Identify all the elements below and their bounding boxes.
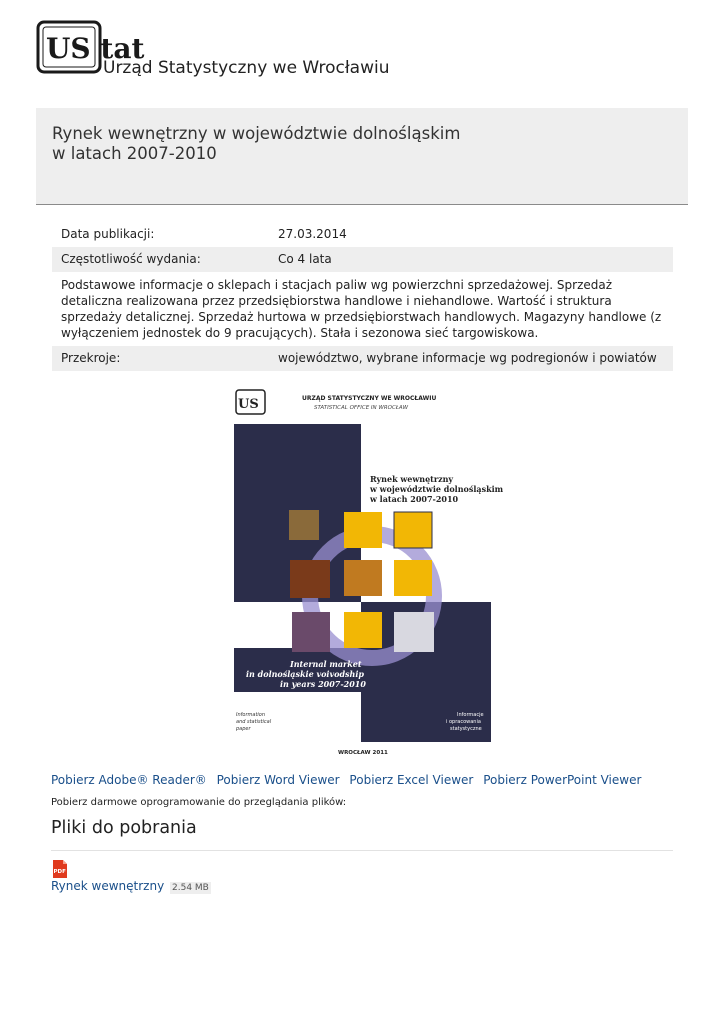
cover-title-en-1: Internal market [290, 659, 362, 669]
cover-office-en: STATISTICAL OFFICE IN WROCŁAW [314, 405, 409, 411]
adobe-reader-link[interactable]: Pobierz Adobe® Reader® [51, 773, 207, 787]
download-file-link[interactable]: Rynek wewnętrzny [51, 879, 165, 893]
cover-series-pl-2: i opracowania [446, 719, 481, 725]
frequency-label: Częstotliwość wydania: [61, 252, 201, 266]
viewer-note: Pobierz darmowe oprogramowanie do przeglądania plików: [51, 797, 347, 808]
frequency-value: Co 4 lata [278, 252, 332, 266]
cover-office-pl: URZĄD STATYSTYCZNY WE WROCŁAWIU [302, 395, 437, 402]
publication-cover-image [234, 384, 504, 756]
cover-tile-2 [344, 512, 382, 548]
cover-title-pl-2: w województwie dolnośląskim [370, 484, 504, 494]
cover-tile-3 [394, 512, 432, 548]
powerpoint-viewer-link[interactable]: Pobierz PowerPoint Viewer [483, 773, 642, 787]
site-header [36, 20, 696, 80]
cover-title-pl-1: Rynek wewnętrzny [370, 474, 454, 484]
cover-tile-1 [289, 510, 319, 540]
viewer-links [51, 770, 676, 813]
cover-tile-8 [344, 612, 382, 648]
description: Podstawowe informacje o sklepach i stacjach paliw wg powierzchni sprzedażowej. Sprzedaż detaliczna realizowana przez przedsiębiorstwa handlowe i niehandlowe. Wartość i struktura sprzedaży detalicznej. Sprzedaż hurtowa w przedsiębiorstwach handlowych. Magazyny handlowe (z wyłączeniem jednostek do 9 pracujących). Stała i sezonowa sieć targowiskowa. [61, 278, 662, 340]
cover-footer: WROCŁAW 2011 [338, 750, 388, 756]
logo-text: US tat [46, 32, 145, 65]
meta-row-frequency [52, 247, 673, 272]
publication-title-box [36, 108, 688, 205]
download-item [51, 879, 211, 893]
cover-tile-9 [394, 612, 434, 652]
scope-value: województwo, wybrane informacje wg podregionów i powiatów [278, 351, 657, 365]
excel-viewer-link[interactable]: Pobierz Excel Viewer [349, 773, 474, 787]
pdf-file-icon[interactable] [51, 860, 69, 878]
cover-tile-7 [292, 612, 330, 652]
cover-title-pl-3: w latach 2007-2010 [370, 494, 459, 504]
cover-tile-6 [394, 560, 432, 596]
org-name[interactable]: Urząd Statystyczny we Wrocławiu [103, 58, 390, 78]
publication-metadata [52, 222, 673, 371]
title-line-2: w latach 2007-2010 [52, 144, 217, 163]
date-value: 27.03.2014 [278, 227, 347, 241]
pdf-icon-label: PDF [53, 869, 66, 875]
downloads-heading: Pliki do pobrania [51, 818, 197, 838]
cover-series-pl-3: statystyczne [450, 726, 482, 732]
cover-series-en-2: and statistical [236, 719, 272, 725]
ustat-logo-icon[interactable] [36, 20, 145, 74]
cover-logo-icon [236, 390, 265, 414]
date-label: Data publikacji: [61, 227, 155, 241]
title-line-1: Rynek wewnętrzny w województwie dolnośląskim [52, 124, 461, 143]
cover-series-en-1: Information [236, 712, 266, 718]
meta-row-date [52, 222, 673, 247]
cover-title-en-3: in years 2007-2010 [280, 679, 366, 689]
cover-series-en-3: paper [236, 726, 251, 732]
svg-text:US: US [238, 397, 259, 412]
file-size-badge: 2.54 MB [172, 883, 209, 893]
meta-row-scope [52, 346, 673, 371]
page-title [52, 124, 672, 164]
cover-series-pl-1: Informacje [457, 712, 484, 718]
scope-label: Przekroje: [61, 351, 121, 365]
cover-tile-4 [290, 560, 330, 598]
downloads-divider [51, 850, 673, 851]
cover-title-en-2: in dolnośląskie voivodship [246, 669, 365, 679]
cover-tile-5 [344, 560, 382, 596]
word-viewer-link[interactable]: Pobierz Word Viewer [216, 773, 340, 787]
